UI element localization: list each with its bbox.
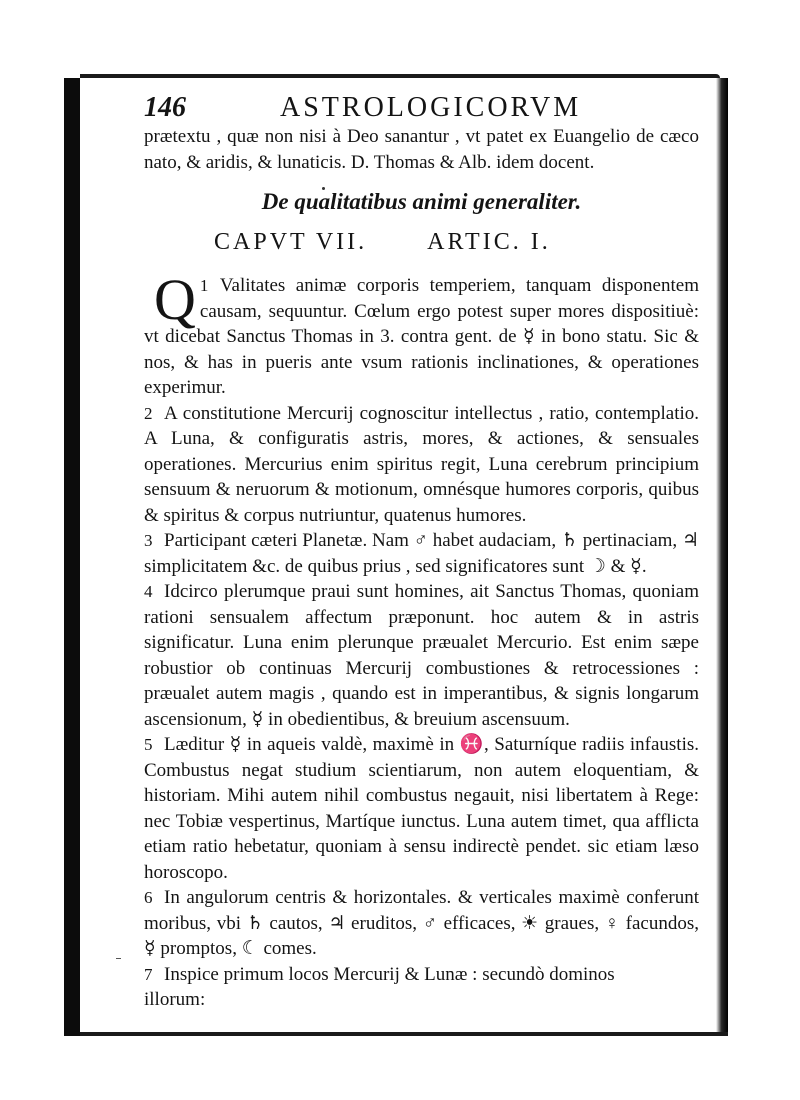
paragraph-number: 2: [144, 403, 153, 423]
paragraph-7: [144, 962, 699, 988]
text-block: [144, 124, 699, 1013]
running-head: ASTROLOGICORVM: [280, 92, 582, 123]
page-edge-bottom: [80, 1032, 728, 1036]
paragraph-number: 6: [144, 888, 153, 907]
caput-label: CAPVT VII.: [214, 229, 368, 255]
chapter-heading: [214, 227, 699, 257]
paragraph-number: 5: [144, 735, 153, 754]
paragraph-text: Participant cæteri Planetæ. Nam ♂ habet audaciam, ♄ pertinaciam, ♃ simplicitatem &c. de quibus prius , sed significatores sunt ☽ & ☿.: [144, 530, 699, 577]
paragraph-3: [144, 528, 699, 579]
page-edge-right: [716, 78, 728, 1036]
paragraph-text: Valitates animæ corporis temperiem, tanquam disponentem causam, sequuntur. Cœlum ergo potest super mores dispositiuè: vt dicebat Sanctus Thomas in 3. contra gent. de ☿ in bono statu. Sic & nos, & has in pueris ante vsum rationis inclinationes, & operationes experimur.: [144, 275, 699, 398]
catchword: illorum:: [144, 989, 206, 1010]
paragraph-number: 3: [144, 531, 153, 550]
artic-label: ARTIC. I.: [427, 229, 551, 255]
page-edge-top: [80, 74, 720, 78]
page-number: 146: [144, 92, 186, 123]
paragraph-text: Idcirco plerumque praui sunt homines, ait Sanctus Thomas, quoniam rationi sensualem affectum præponunt. hoc autem & in astris significatur. Luna enim plerunque præualet Mercurio. Est enim sæpe robustior ob continuas Mercurij combustiones & retrocessiones : præualet autem magis , quando est in imperantibus, & signis longarum ascensionum, ☿ in obedientibus, & breuium ascensuum.: [144, 581, 699, 730]
paragraph-number: 4: [144, 582, 153, 601]
paragraph-2: [144, 401, 699, 529]
paragraph-1: [144, 267, 699, 401]
intro-paragraph: prætextu , quæ non nisi à Deo sanantur , vt patet ex Euangelio de cæco nato, & aridis, & lunaticis. D. Thomas & Alb. idem docent.: [144, 126, 699, 173]
paragraph-6: [144, 885, 699, 962]
margin-mark: [116, 958, 121, 959]
drop-cap: Q: [154, 267, 196, 332]
paragraph-number: 1: [199, 276, 209, 295]
paragraph-text: Læditur ☿ in aqueis valdè, maximè in ♓, Saturníque radiis infaustis. Combustus negat studium scientiarum, non autem eloquentiam, & historiam. Mihi autem nihil combustus negauit, nisi libertatem à Rege: nec Tobiæ vespertinus, Martíque iunctus. Luna autem timet, qua afflicta etiam ratio hebetatur, quoniam à sensu indirectè pendet. sic etiam læso horoscopo.: [144, 734, 699, 883]
book-spine-shadow: [64, 78, 80, 1036]
section-title: De qualitatibus animi generaliter.: [261, 189, 582, 214]
paragraph-text: In angulorum centris & horizontales. & verticales maximè conferunt moribus, vbi ♄ cautos, ♃ eruditos, ♂ efficaces, ☀ graues, ♀ facundos, ☿ promptos, ☾ comes.: [144, 887, 699, 959]
paragraph-5: [144, 732, 699, 885]
paragraph-number: 7: [144, 964, 153, 984]
paragraph-text: A constitutione Mercurij cognoscitur intellectus , ratio, contemplatio. A Luna, & configuratis astris, mores, & actiones, & sensuales operationes. Mercurius enim spiritus regit, Luna cerebrum principium sensuum & neruorum & motionum, omnésque humores corporis, quibus & spiritus & corpus nutriuntur, quatenus humores.: [144, 402, 699, 526]
paragraph-4: [144, 579, 699, 732]
paragraph-text: Inspice primum locos Mercurij & Lunæ : secundò dominos: [164, 963, 615, 985]
